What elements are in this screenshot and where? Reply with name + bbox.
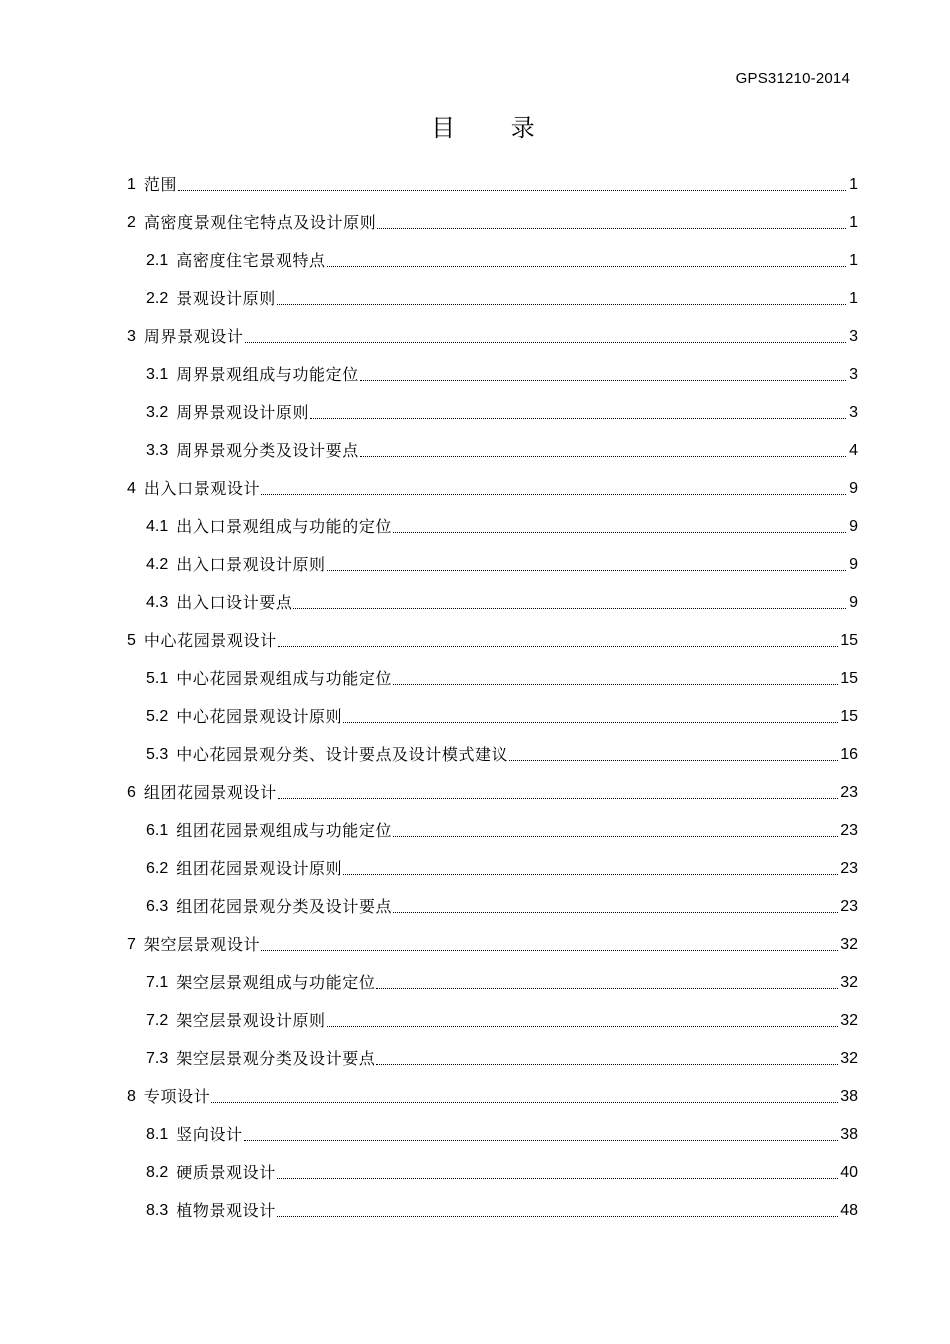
toc-entry-number: 8.1 bbox=[146, 1126, 169, 1143]
toc-entry[interactable] bbox=[127, 774, 858, 812]
toc-dot-leader bbox=[360, 455, 846, 457]
toc-entry-page: 38 bbox=[840, 1088, 858, 1105]
toc-entry-page: 15 bbox=[840, 670, 858, 687]
toc-dot-leader bbox=[293, 607, 846, 609]
toc-entry-number: 4.1 bbox=[146, 518, 169, 535]
toc-entry-page: 3 bbox=[849, 366, 858, 383]
toc-entry-number: 7 bbox=[127, 936, 136, 953]
toc-dot-leader bbox=[278, 645, 838, 647]
toc-entry-page: 9 bbox=[849, 556, 858, 573]
toc-entry-number: 3.1 bbox=[146, 366, 169, 383]
toc-entry-title: 植物景观设计 bbox=[176, 1201, 276, 1220]
toc-entry-page: 15 bbox=[840, 708, 858, 725]
toc-entry-page: 23 bbox=[840, 822, 858, 839]
toc-entry-title: 高密度景观住宅特点及设计原则 bbox=[143, 213, 377, 232]
toc-entry-number: 3 bbox=[127, 328, 136, 345]
toc-entry-title: 出入口景观设计 bbox=[143, 479, 261, 498]
toc-entry[interactable] bbox=[127, 622, 858, 660]
toc-entry-page: 15 bbox=[840, 632, 858, 649]
toc-entry-number: 6.1 bbox=[146, 822, 169, 839]
toc-entry-number: 3.2 bbox=[146, 404, 169, 421]
toc-entry-page: 9 bbox=[849, 594, 858, 611]
toc-dot-leader bbox=[393, 911, 838, 913]
toc-entry-number: 5 bbox=[127, 632, 136, 649]
toc-entry-number: 7.3 bbox=[146, 1050, 169, 1067]
toc-entry-title: 硬质景观设计 bbox=[176, 1163, 276, 1182]
toc-entry-number: 7.2 bbox=[146, 1012, 169, 1029]
toc-dot-leader bbox=[327, 1025, 839, 1027]
toc-dot-leader bbox=[327, 265, 846, 267]
toc-entry-title: 组团花园景观分类及设计要点 bbox=[176, 897, 393, 916]
toc-entry-number: 2.1 bbox=[146, 252, 169, 269]
toc-entry[interactable] bbox=[127, 850, 858, 888]
toc-entry-page: 4 bbox=[849, 442, 858, 459]
toc-entry[interactable] bbox=[127, 394, 858, 432]
toc-entry-title: 出入口景观设计原则 bbox=[176, 555, 326, 574]
toc-entry[interactable] bbox=[127, 736, 858, 774]
toc-entry-number: 7.1 bbox=[146, 974, 169, 991]
toc-entry-page: 32 bbox=[840, 974, 858, 991]
toc-entry[interactable] bbox=[127, 242, 858, 280]
toc-dot-leader bbox=[261, 493, 846, 495]
toc-entry-title: 景观设计原则 bbox=[176, 289, 276, 308]
toc-entry-title: 组团花园景观组成与功能定位 bbox=[176, 821, 393, 840]
toc-entry-title: 出入口设计要点 bbox=[176, 593, 293, 612]
toc-entry-page: 1 bbox=[849, 176, 858, 193]
toc-dot-leader bbox=[377, 227, 846, 229]
toc-entry-title: 周界景观设计原则 bbox=[176, 403, 310, 422]
toc-entry[interactable] bbox=[127, 432, 858, 470]
toc-entry-page: 23 bbox=[840, 860, 858, 877]
toc-entry-page: 48 bbox=[840, 1202, 858, 1219]
toc-entry-page: 32 bbox=[840, 1012, 858, 1029]
toc-dot-leader bbox=[278, 797, 838, 799]
toc-dot-leader bbox=[310, 417, 846, 419]
toc-entry[interactable] bbox=[127, 470, 858, 508]
toc-entry-title: 架空层景观设计原则 bbox=[176, 1011, 326, 1030]
toc-entry-title: 出入口景观组成与功能的定位 bbox=[176, 517, 393, 536]
toc-entry-title: 组团花园景观设计 bbox=[143, 783, 277, 802]
toc-dot-leader bbox=[393, 531, 846, 533]
toc-entry[interactable] bbox=[127, 660, 858, 698]
toc-entry-number: 3.3 bbox=[146, 442, 169, 459]
toc-entry-title: 周界景观设计 bbox=[143, 327, 244, 346]
toc-dot-leader bbox=[277, 1215, 838, 1217]
toc-entry[interactable] bbox=[127, 1192, 858, 1230]
toc-dot-leader bbox=[277, 1177, 838, 1179]
toc-entry-page: 9 bbox=[849, 480, 858, 497]
toc-entry-title: 中心花园景观组成与功能定位 bbox=[176, 669, 393, 688]
toc-entry-page: 38 bbox=[840, 1126, 858, 1143]
toc-entry-number: 5.3 bbox=[146, 746, 169, 763]
toc-entry[interactable] bbox=[127, 964, 858, 1002]
toc-entry[interactable] bbox=[127, 1154, 858, 1192]
toc-dot-leader bbox=[277, 303, 846, 305]
toc-entry-page: 23 bbox=[840, 784, 858, 801]
toc-entry[interactable] bbox=[127, 1002, 858, 1040]
toc-entry-title: 周界景观分类及设计要点 bbox=[176, 441, 359, 460]
toc-entry[interactable] bbox=[127, 926, 858, 964]
toc-entry-title: 竖向设计 bbox=[176, 1125, 243, 1144]
toc-entry-page: 16 bbox=[840, 746, 858, 763]
toc-entry-number: 4.3 bbox=[146, 594, 169, 611]
toc-entry[interactable] bbox=[127, 1040, 858, 1078]
toc-dot-leader bbox=[376, 1063, 838, 1065]
toc-entry-title: 范围 bbox=[143, 175, 178, 194]
toc-entry-page: 1 bbox=[849, 252, 858, 269]
toc-dot-leader bbox=[211, 1101, 838, 1103]
toc-entry[interactable] bbox=[127, 508, 858, 546]
toc-entry-number: 5.1 bbox=[146, 670, 169, 687]
toc-entry[interactable] bbox=[127, 166, 858, 204]
toc-dot-leader bbox=[343, 721, 838, 723]
toc-entry-title: 组团花园景观设计原则 bbox=[176, 859, 343, 878]
toc-entry-number: 2 bbox=[127, 214, 136, 231]
toc-entry[interactable] bbox=[127, 546, 858, 584]
toc-entry-page: 23 bbox=[840, 898, 858, 915]
toc-dot-leader bbox=[376, 987, 838, 989]
toc-dot-leader bbox=[327, 569, 846, 571]
toc-entry-title: 周界景观组成与功能定位 bbox=[176, 365, 359, 384]
toc-entry[interactable] bbox=[127, 812, 858, 850]
toc-entry-number: 6.2 bbox=[146, 860, 169, 877]
toc-entry-page: 1 bbox=[849, 214, 858, 231]
toc-entry[interactable] bbox=[127, 280, 858, 318]
toc-entry-number: 2.2 bbox=[146, 290, 169, 307]
toc-entry[interactable] bbox=[127, 888, 858, 926]
toc-dot-leader bbox=[261, 949, 838, 951]
toc-entry-page: 9 bbox=[849, 518, 858, 535]
toc-entry-title: 专项设计 bbox=[143, 1087, 211, 1106]
toc-entry-page: 32 bbox=[840, 1050, 858, 1067]
toc-entry[interactable] bbox=[127, 318, 858, 356]
toc-dot-leader bbox=[360, 379, 846, 381]
toc-entry-number: 4 bbox=[127, 480, 136, 497]
toc-dot-leader bbox=[393, 835, 838, 837]
toc-entry[interactable] bbox=[127, 1116, 858, 1154]
toc-entry-title: 中心花园景观分类、设计要点及设计模式建议 bbox=[176, 745, 509, 764]
toc-entry[interactable] bbox=[127, 1078, 858, 1116]
toc-entry-number: 8 bbox=[127, 1088, 136, 1105]
toc-title: 目 录 bbox=[431, 114, 559, 142]
toc-dot-leader bbox=[244, 1139, 839, 1141]
toc-entry-number: 6 bbox=[127, 784, 136, 801]
toc-entry-title: 架空层景观分类及设计要点 bbox=[176, 1049, 376, 1068]
toc-entry-page: 32 bbox=[840, 936, 858, 953]
toc-entry[interactable] bbox=[127, 584, 858, 622]
toc-entry-title: 高密度住宅景观特点 bbox=[176, 251, 326, 270]
toc-entry-page: 3 bbox=[849, 404, 858, 421]
document-code: GPS31210-2014 bbox=[735, 70, 850, 87]
toc-dot-leader bbox=[393, 683, 838, 685]
toc-entry-number: 6.3 bbox=[146, 898, 169, 915]
toc-entry-number: 8.3 bbox=[146, 1202, 169, 1219]
toc-entry[interactable] bbox=[127, 204, 858, 242]
toc-entry-page: 3 bbox=[849, 328, 858, 345]
toc-dot-leader bbox=[343, 873, 838, 875]
toc-entry-number: 1 bbox=[127, 176, 136, 193]
toc-entry-number: 4.2 bbox=[146, 556, 169, 573]
table-of-contents bbox=[127, 166, 858, 1230]
toc-entry[interactable] bbox=[127, 698, 858, 736]
toc-entry-number: 8.2 bbox=[146, 1164, 169, 1181]
toc-entry-title: 架空层景观设计 bbox=[143, 935, 261, 954]
toc-dot-leader bbox=[178, 189, 846, 191]
toc-dot-leader bbox=[509, 759, 838, 761]
toc-dot-leader bbox=[245, 341, 846, 343]
toc-entry-title: 中心花园景观设计原则 bbox=[176, 707, 343, 726]
toc-entry[interactable] bbox=[127, 356, 858, 394]
toc-entry-page: 40 bbox=[840, 1164, 858, 1181]
toc-entry-number: 5.2 bbox=[146, 708, 169, 725]
toc-entry-title: 架空层景观组成与功能定位 bbox=[176, 973, 376, 992]
toc-entry-page: 1 bbox=[849, 290, 858, 307]
toc-entry-title: 中心花园景观设计 bbox=[143, 631, 277, 650]
